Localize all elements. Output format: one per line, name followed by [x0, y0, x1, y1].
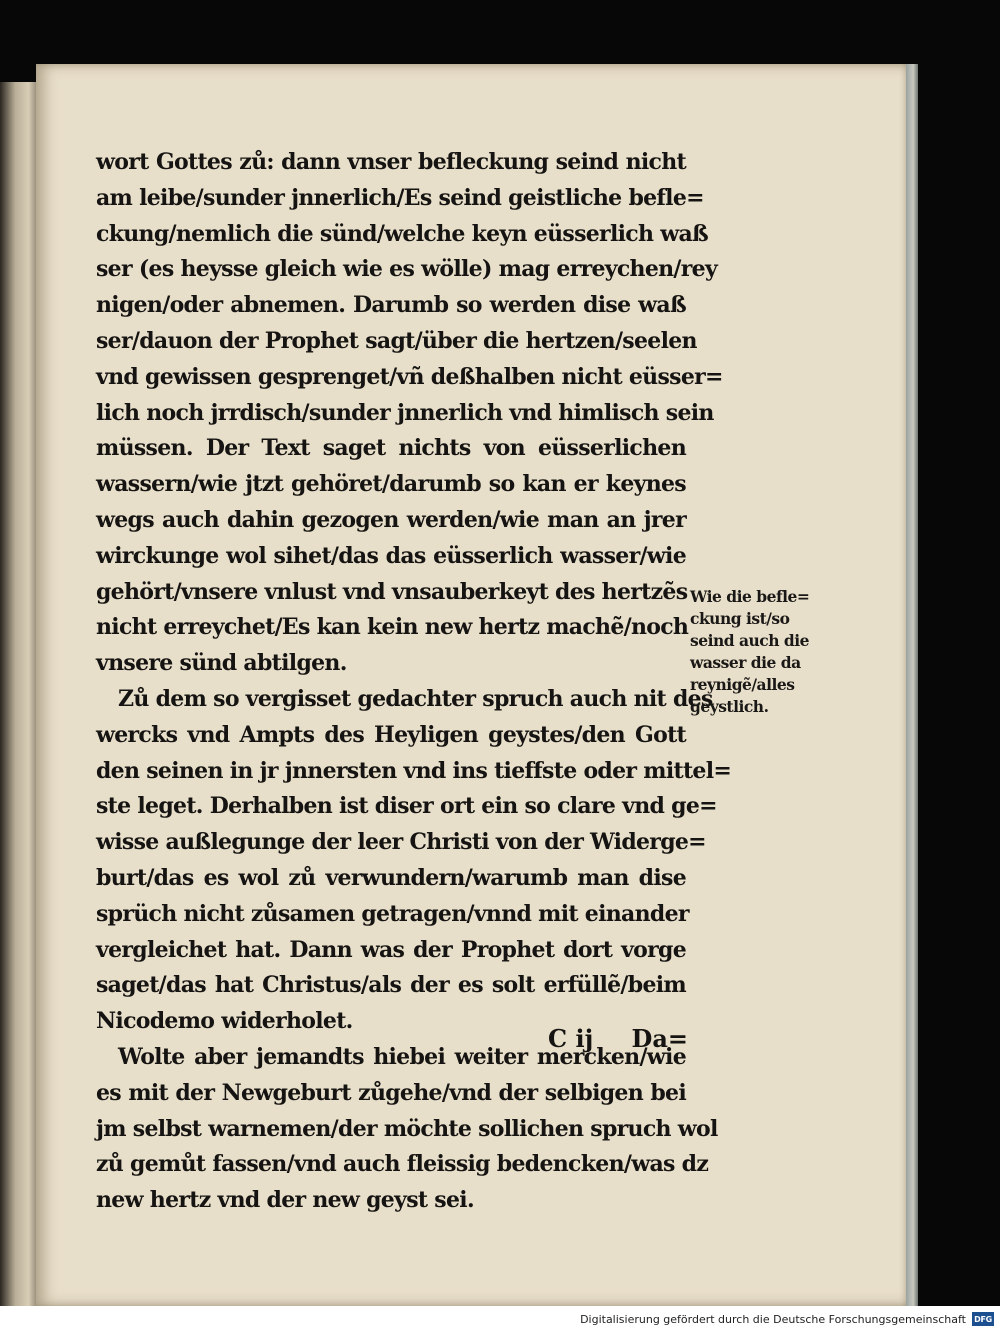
- text-line: jm selbst warnemen/der möchte sollichen spruch wol: [96, 1115, 718, 1142]
- text-line: saget/das hat Christus/als der es solt erfüllẽ/beim: [96, 972, 686, 999]
- marginal-note: [690, 586, 825, 718]
- page-footer-marks: [548, 1018, 688, 1058]
- text-line: wirckunge wol sihet/das das eüsserlich wasser/wie: [96, 542, 686, 569]
- next-page-edge: [906, 64, 918, 1306]
- marginal-line: ckung ist/so: [690, 609, 790, 628]
- text-line: Zů dem so vergisset gedachter spruch auch nit des: [118, 685, 713, 712]
- footer-credit: Digitalisierung gefördert durch die Deutsche Forschungsgemeinschaft: [580, 1312, 966, 1326]
- text-line: vnsere sünd abtilgen.: [96, 650, 347, 677]
- text-line: nicht erreychet/Es kan kein new hertz machẽ/noch: [96, 614, 689, 641]
- text-line: am leibe/sunder jnnerlich/Es seind geistliche befle=: [96, 184, 704, 211]
- text-line: Wolte aber jemandts hiebei weiter mercken/wie: [118, 1043, 686, 1070]
- show-through-decoration: [736, 144, 774, 166]
- dfg-logo-icon: DFG: [972, 1312, 994, 1326]
- signature-mark: C ij: [548, 1023, 594, 1053]
- marginal-line: reynigẽ/alles: [690, 675, 795, 694]
- text-line: wegs auch dahin gezogen werden/wie man an jrer: [96, 506, 686, 533]
- text-line: sprüch nicht zůsamen getragen/vnnd mit einander: [96, 900, 689, 927]
- text-line: new hertz vnd der new geyst sei.: [96, 1187, 474, 1214]
- text-line: zů gemůt fassen/vnd auch fleissig bedencken/was dz: [96, 1151, 709, 1178]
- text-line: lich noch jrrdisch/sunder jnnerlich vnd himlisch sein: [96, 399, 714, 426]
- text-line: den seinen in jr jnnersten vnd ins tieffste oder mittel=: [96, 757, 732, 784]
- marginal-line: wasser die da: [690, 653, 801, 672]
- text-line: es mit der Newgeburt zůgehe/vnd der selbigen bei: [96, 1079, 686, 1106]
- text-line: ste leget. Derhalben ist diser ort ein so clare vnd ge=: [96, 793, 717, 820]
- catchword: Da=: [631, 1023, 688, 1053]
- text-line: ckung/nemlich die sünd/welche keyn eüsserlich waß: [96, 220, 709, 247]
- text-line: wort Gottes zů: dann vnser befleckung seind nicht: [96, 149, 686, 175]
- text-line: gehört/vnsere vnlust vnd vnsauberkeyt des hertzẽs: [96, 578, 688, 605]
- previous-page-edge: [0, 82, 38, 1306]
- text-line: ser/dauon der Prophet sagt/über die hertzen/seelen: [96, 327, 697, 354]
- marginal-line: Wie die befle=: [690, 587, 810, 606]
- text-line: vnd gewissen gesprenget/vñ deßhalben nicht eüsser=: [96, 363, 723, 390]
- text-line: wisse außlegunge der leer Christi von der Widerge=: [96, 829, 706, 856]
- text-line: burt/das es wol zů verwundern/warumb man dise: [96, 864, 686, 891]
- digitization-footer: [0, 1306, 1000, 1332]
- text-line: Nicodemo widerholet.: [96, 1008, 353, 1035]
- text-line: müssen. Der Text saget nichts von eüsserlichen: [96, 435, 686, 462]
- text-line: nigen/oder abnemen. Darumb so werden dise waß: [96, 292, 686, 319]
- marginal-line: seind auch die: [690, 631, 809, 650]
- text-line: ser (es heysse gleich wie es wölle) mag erreychen/rey: [96, 256, 718, 283]
- marginal-line: geystlich.: [690, 697, 769, 716]
- text-line: vergleichet hat. Dann was der Prophet dort vorge: [96, 936, 686, 963]
- text-line: wercks vnd Ampts des Heyligen geystes/den Gott: [96, 721, 686, 748]
- text-line: wassern/wie jtzt gehöret/darumb so kan er keynes: [96, 471, 686, 498]
